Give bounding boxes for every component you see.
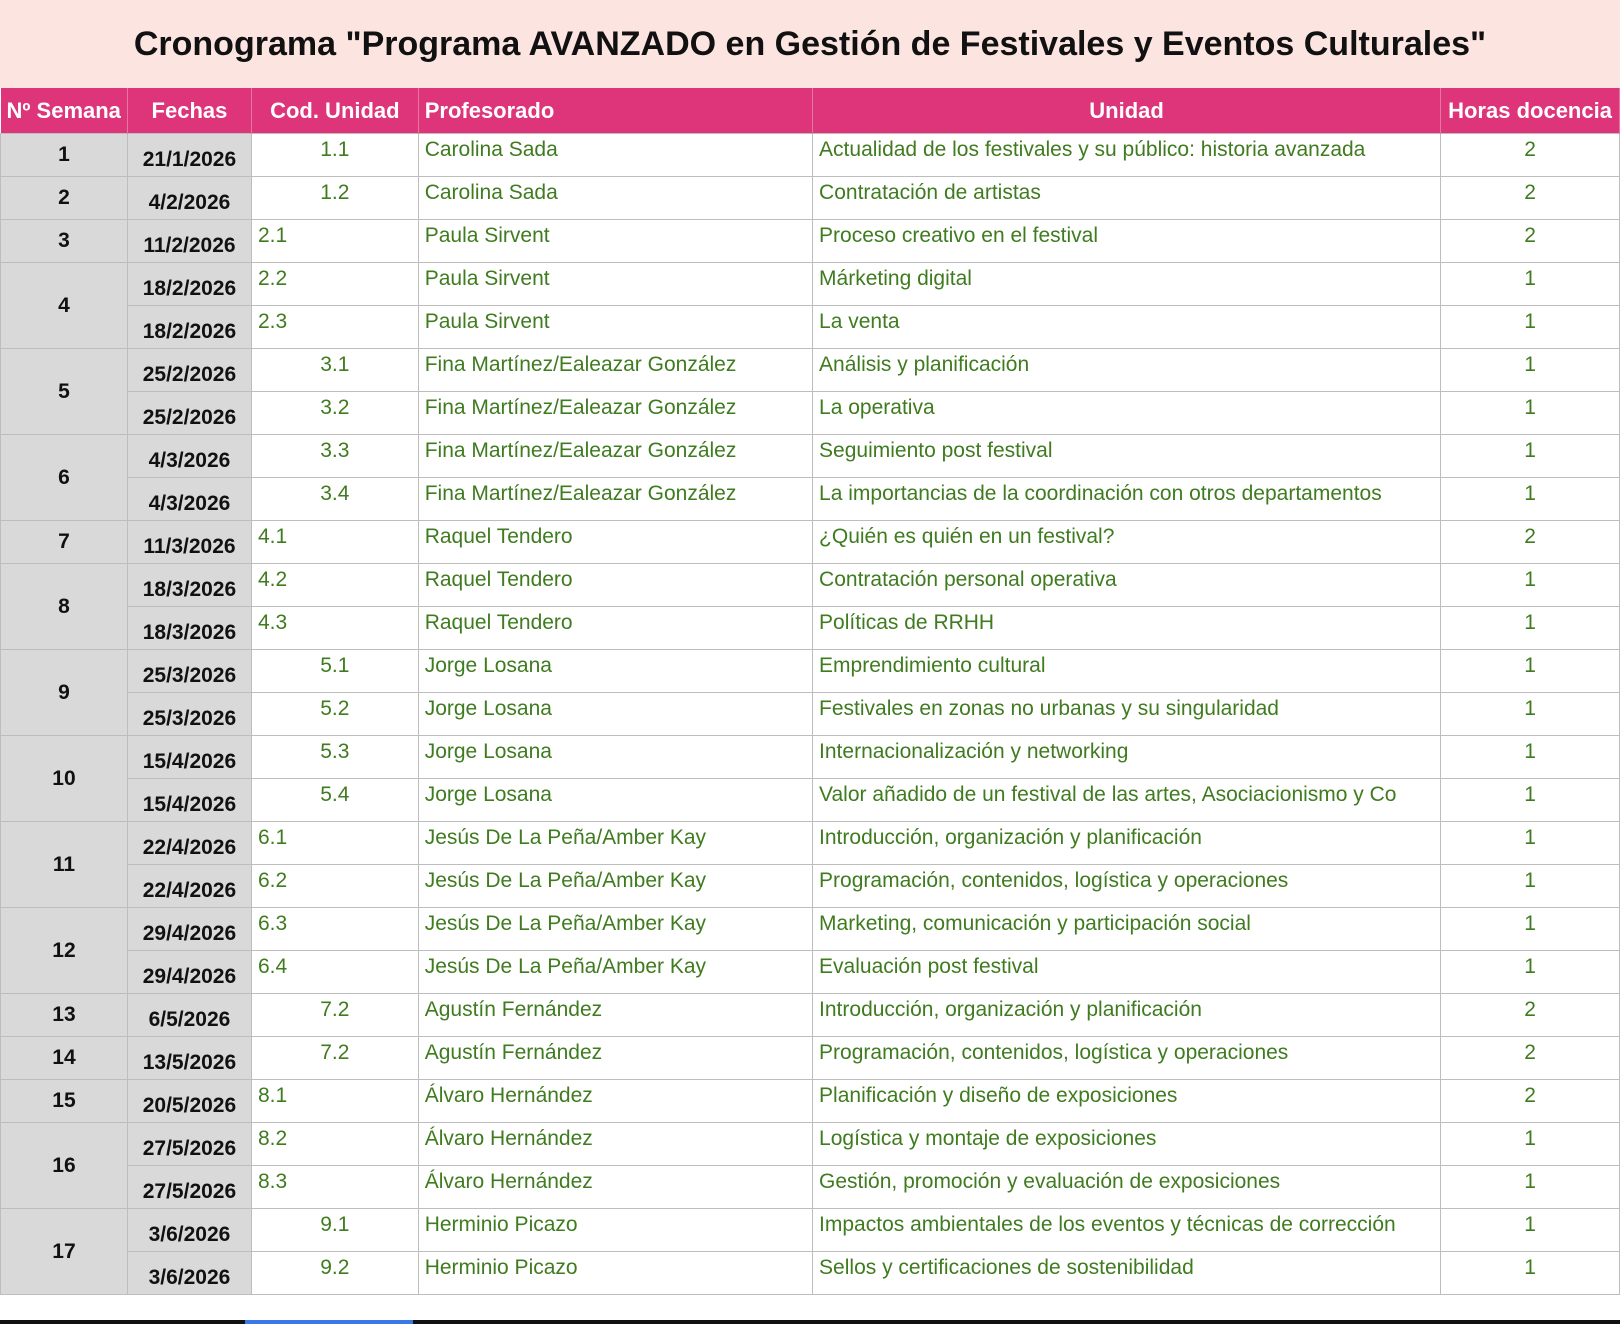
unit-name-cell[interactable]: Marketing, comunicación y participación social: [813, 908, 1441, 951]
hours-cell[interactable]: 2: [1441, 1080, 1620, 1123]
date-cell[interactable]: 29/4/2026: [127, 951, 251, 994]
unit-code-cell[interactable]: 3.2: [251, 392, 418, 435]
unit-name-cell[interactable]: Valor añadido de un festival de las artes, Asociacionismo y Co: [813, 779, 1441, 822]
week-number-cell[interactable]: 6: [1, 435, 128, 521]
unit-name-cell[interactable]: ¿Quién es quién en un festival?: [813, 521, 1441, 564]
unit-name-cell[interactable]: Sellos y certificaciones de sostenibilidad: [813, 1252, 1441, 1295]
unit-code-cell[interactable]: 5.3: [251, 736, 418, 779]
header-hours[interactable]: Horas docencia: [1441, 88, 1620, 134]
hours-cell[interactable]: 1: [1441, 263, 1620, 306]
date-cell[interactable]: 4/3/2026: [127, 478, 251, 521]
date-cell[interactable]: 11/3/2026: [127, 521, 251, 564]
date-cell[interactable]: 4/2/2026: [127, 177, 251, 220]
date-cell[interactable]: 25/2/2026: [127, 349, 251, 392]
unit-name-cell[interactable]: Introducción, organización y planificación: [813, 994, 1441, 1037]
teacher-cell[interactable]: Raquel Tendero: [418, 607, 812, 650]
hours-cell[interactable]: 1: [1441, 650, 1620, 693]
unit-code-cell[interactable]: 6.2: [251, 865, 418, 908]
date-cell[interactable]: 18/3/2026: [127, 607, 251, 650]
hours-cell[interactable]: 1: [1441, 306, 1620, 349]
table-row: [1, 607, 1620, 650]
unit-code-cell[interactable]: 2.3: [251, 306, 418, 349]
teacher-cell[interactable]: Agustín Fernández: [418, 1037, 812, 1080]
week-number-cell[interactable]: 7: [1, 521, 128, 564]
unit-code-cell[interactable]: 8.2: [251, 1123, 418, 1166]
unit-code-cell[interactable]: 5.1: [251, 650, 418, 693]
week-number-cell[interactable]: 9: [1, 650, 128, 736]
teacher-cell[interactable]: Agustín Fernández: [418, 994, 812, 1037]
table-row: [1, 650, 1620, 693]
unit-code-cell[interactable]: 2.2: [251, 263, 418, 306]
date-cell[interactable]: 3/6/2026: [127, 1252, 251, 1295]
hours-cell[interactable]: 1: [1441, 1166, 1620, 1209]
unit-code-cell[interactable]: 4.3: [251, 607, 418, 650]
table-row: [1, 908, 1620, 951]
hours-cell[interactable]: 1: [1441, 478, 1620, 521]
teacher-cell[interactable]: Paula Sirvent: [418, 306, 812, 349]
table-row: [1, 306, 1620, 349]
unit-code-cell[interactable]: 3.4: [251, 478, 418, 521]
schedule-body: [1, 134, 1620, 1295]
unit-code-cell[interactable]: 5.2: [251, 693, 418, 736]
hours-cell[interactable]: 1: [1441, 736, 1620, 779]
unit-code-cell[interactable]: 9.1: [251, 1209, 418, 1252]
unit-name-cell[interactable]: La venta: [813, 306, 1441, 349]
date-cell[interactable]: 20/5/2026: [127, 1080, 251, 1123]
teacher-cell[interactable]: Jorge Losana: [418, 779, 812, 822]
table-row: [1, 736, 1620, 779]
teacher-cell[interactable]: Herminio Picazo: [418, 1252, 812, 1295]
date-cell[interactable]: 22/4/2026: [127, 822, 251, 865]
header-unit[interactable]: Unidad: [813, 88, 1441, 134]
table-row: [1, 478, 1620, 521]
unit-code-cell[interactable]: 5.4: [251, 779, 418, 822]
hours-cell[interactable]: 2: [1441, 220, 1620, 263]
hours-cell[interactable]: 1: [1441, 607, 1620, 650]
unit-code-cell[interactable]: 3.3: [251, 435, 418, 478]
hours-cell[interactable]: 1: [1441, 865, 1620, 908]
hours-cell[interactable]: 2: [1441, 994, 1620, 1037]
date-cell[interactable]: 18/3/2026: [127, 564, 251, 607]
table-row: [1, 220, 1620, 263]
date-cell[interactable]: 13/5/2026: [127, 1037, 251, 1080]
table-row: [1, 177, 1620, 220]
hours-cell[interactable]: 2: [1441, 521, 1620, 564]
hours-cell[interactable]: 2: [1441, 177, 1620, 220]
date-cell[interactable]: 27/5/2026: [127, 1166, 251, 1209]
header-week[interactable]: Nº Semana: [1, 88, 128, 134]
date-cell[interactable]: 6/5/2026: [127, 994, 251, 1037]
table-row: [1, 951, 1620, 994]
unit-code-cell[interactable]: 6.4: [251, 951, 418, 994]
teacher-cell[interactable]: Jesús De La Peña/Amber Kay: [418, 908, 812, 951]
unit-code-cell[interactable]: 7.2: [251, 994, 418, 1037]
table-row: [1, 435, 1620, 478]
date-cell[interactable]: 25/2/2026: [127, 392, 251, 435]
unit-code-cell[interactable]: 1.1: [251, 134, 418, 177]
hours-cell[interactable]: 2: [1441, 134, 1620, 177]
date-cell[interactable]: 27/5/2026: [127, 1123, 251, 1166]
table-row: [1, 1080, 1620, 1123]
week-number-cell[interactable]: 3: [1, 220, 128, 263]
teacher-cell[interactable]: Álvaro Hernández: [418, 1166, 812, 1209]
unit-code-cell[interactable]: 6.1: [251, 822, 418, 865]
hours-cell[interactable]: 1: [1441, 1123, 1620, 1166]
date-cell[interactable]: 4/3/2026: [127, 435, 251, 478]
unit-name-cell[interactable]: Introducción, organización y planificación: [813, 822, 1441, 865]
week-number-cell[interactable]: 4: [1, 263, 128, 349]
unit-name-cell[interactable]: Impactos ambientales de los eventos y técnicas de corrección: [813, 1209, 1441, 1252]
table-row: [1, 865, 1620, 908]
table-row: [1, 134, 1620, 177]
teacher-cell[interactable]: Jesús De La Peña/Amber Kay: [418, 951, 812, 994]
unit-name-cell[interactable]: Contratación de artistas: [813, 177, 1441, 220]
date-cell[interactable]: 15/4/2026: [127, 779, 251, 822]
table-row: [1, 349, 1620, 392]
teacher-cell[interactable]: Carolina Sada: [418, 134, 812, 177]
table-row: [1, 392, 1620, 435]
unit-name-cell[interactable]: Programación, contenidos, logística y operaciones: [813, 1037, 1441, 1080]
week-number-cell[interactable]: 1: [1, 134, 128, 177]
date-cell[interactable]: 21/1/2026: [127, 134, 251, 177]
header-code[interactable]: Cod. Unidad: [251, 88, 418, 134]
week-number-cell[interactable]: 8: [1, 564, 128, 650]
week-number-cell[interactable]: 11: [1, 822, 128, 908]
date-cell[interactable]: 22/4/2026: [127, 865, 251, 908]
table-row: [1, 564, 1620, 607]
hours-cell[interactable]: 1: [1441, 1209, 1620, 1252]
teacher-cell[interactable]: Herminio Picazo: [418, 1209, 812, 1252]
sheet-bottom-border: [0, 1320, 1620, 1324]
unit-code-cell[interactable]: 4.2: [251, 564, 418, 607]
title-bar: [0, 0, 1620, 88]
hours-cell[interactable]: 1: [1441, 779, 1620, 822]
table-row: [1, 779, 1620, 822]
week-number-cell[interactable]: 5: [1, 349, 128, 435]
unit-name-cell[interactable]: Programación, contenidos, logística y operaciones: [813, 865, 1441, 908]
unit-name-cell[interactable]: Márketing digital: [813, 263, 1441, 306]
week-number-cell[interactable]: 16: [1, 1123, 128, 1209]
table-row: [1, 1123, 1620, 1166]
unit-name-cell[interactable]: Proceso creativo en el festival: [813, 220, 1441, 263]
week-number-cell[interactable]: 10: [1, 736, 128, 822]
date-cell[interactable]: 25/3/2026: [127, 650, 251, 693]
unit-code-cell[interactable]: 2.1: [251, 220, 418, 263]
table-row: [1, 263, 1620, 306]
unit-code-cell[interactable]: 6.3: [251, 908, 418, 951]
teacher-cell[interactable]: Jesús De La Peña/Amber Kay: [418, 822, 812, 865]
unit-name-cell[interactable]: Contratación personal operativa: [813, 564, 1441, 607]
date-cell[interactable]: 29/4/2026: [127, 908, 251, 951]
teacher-cell[interactable]: Raquel Tendero: [418, 521, 812, 564]
unit-name-cell[interactable]: La importancias de la coordinación con otros departamentos: [813, 478, 1441, 521]
table-row: [1, 521, 1620, 564]
unit-code-cell[interactable]: 9.2: [251, 1252, 418, 1295]
teacher-cell[interactable]: Raquel Tendero: [418, 564, 812, 607]
hours-cell[interactable]: 1: [1441, 1252, 1620, 1295]
hours-cell[interactable]: 1: [1441, 392, 1620, 435]
table-row: [1, 1209, 1620, 1252]
teacher-cell[interactable]: Jorge Losana: [418, 693, 812, 736]
header-date[interactable]: Fechas: [127, 88, 251, 134]
teacher-cell[interactable]: Jorge Losana: [418, 736, 812, 779]
unit-name-cell[interactable]: La operativa: [813, 392, 1441, 435]
unit-name-cell[interactable]: Análisis y planificación: [813, 349, 1441, 392]
table-row: [1, 822, 1620, 865]
hours-cell[interactable]: 1: [1441, 951, 1620, 994]
unit-name-cell[interactable]: Planificación y diseño de exposiciones: [813, 1080, 1441, 1123]
table-row: [1, 1252, 1620, 1295]
teacher-cell[interactable]: Fina Martínez/Ealeazar González: [418, 392, 812, 435]
unit-name-cell[interactable]: Emprendimiento cultural: [813, 650, 1441, 693]
hours-cell[interactable]: 2: [1441, 1037, 1620, 1080]
header-row: [1, 88, 1620, 134]
teacher-cell[interactable]: Fina Martínez/Ealeazar González: [418, 435, 812, 478]
teacher-cell[interactable]: Álvaro Hernández: [418, 1080, 812, 1123]
hours-cell[interactable]: 1: [1441, 564, 1620, 607]
unit-name-cell[interactable]: Evaluación post festival: [813, 951, 1441, 994]
teacher-cell[interactable]: Fina Martínez/Ealeazar González: [418, 349, 812, 392]
table-row: [1, 693, 1620, 736]
teacher-cell[interactable]: Paula Sirvent: [418, 263, 812, 306]
table-row: [1, 1037, 1620, 1080]
unit-name-cell[interactable]: Actualidad de los festivales y su público: historia avanzada: [813, 134, 1441, 177]
table-row: [1, 1166, 1620, 1209]
hours-cell[interactable]: 1: [1441, 349, 1620, 392]
selection-indicator: [245, 1320, 413, 1324]
hours-cell[interactable]: 1: [1441, 693, 1620, 736]
teacher-cell[interactable]: Fina Martínez/Ealeazar González: [418, 478, 812, 521]
week-number-cell[interactable]: 17: [1, 1209, 128, 1295]
date-cell[interactable]: 18/2/2026: [127, 263, 251, 306]
unit-code-cell[interactable]: 1.2: [251, 177, 418, 220]
teacher-cell[interactable]: Carolina Sada: [418, 177, 812, 220]
week-number-cell[interactable]: 15: [1, 1080, 128, 1123]
page-title: Cronograma "Programa AVANZADO en Gestión de Festivales y Eventos Culturales": [133, 24, 1487, 63]
unit-name-cell[interactable]: Internacionalización y networking: [813, 736, 1441, 779]
week-number-cell[interactable]: 12: [1, 908, 128, 994]
date-cell[interactable]: 15/4/2026: [127, 736, 251, 779]
unit-code-cell[interactable]: 4.1: [251, 521, 418, 564]
teacher-cell[interactable]: Paula Sirvent: [418, 220, 812, 263]
date-cell[interactable]: 25/3/2026: [127, 693, 251, 736]
week-number-cell[interactable]: 13: [1, 994, 128, 1037]
unit-code-cell[interactable]: 7.2: [251, 1037, 418, 1080]
unit-name-cell[interactable]: Políticas de RRHH: [813, 607, 1441, 650]
unit-code-cell[interactable]: 3.1: [251, 349, 418, 392]
unit-name-cell[interactable]: Gestión, promoción y evaluación de exposiciones: [813, 1166, 1441, 1209]
date-cell[interactable]: 3/6/2026: [127, 1209, 251, 1252]
table-row: [1, 994, 1620, 1037]
unit-code-cell[interactable]: 8.1: [251, 1080, 418, 1123]
date-cell[interactable]: 18/2/2026: [127, 306, 251, 349]
unit-name-cell[interactable]: Logística y montaje de exposiciones: [813, 1123, 1441, 1166]
week-number-cell[interactable]: 14: [1, 1037, 128, 1080]
unit-name-cell[interactable]: Seguimiento post festival: [813, 435, 1441, 478]
teacher-cell[interactable]: Jesús De La Peña/Amber Kay: [418, 865, 812, 908]
unit-name-cell[interactable]: Festivales en zonas no urbanas y su singularidad: [813, 693, 1441, 736]
hours-cell[interactable]: 1: [1441, 822, 1620, 865]
header-teacher[interactable]: Profesorado: [418, 88, 812, 134]
hours-cell[interactable]: 1: [1441, 435, 1620, 478]
hours-cell[interactable]: 1: [1441, 908, 1620, 951]
unit-code-cell[interactable]: 8.3: [251, 1166, 418, 1209]
date-cell[interactable]: 11/2/2026: [127, 220, 251, 263]
teacher-cell[interactable]: Jorge Losana: [418, 650, 812, 693]
week-number-cell[interactable]: 2: [1, 177, 128, 220]
schedule-table: [0, 88, 1620, 1295]
teacher-cell[interactable]: Álvaro Hernández: [418, 1123, 812, 1166]
